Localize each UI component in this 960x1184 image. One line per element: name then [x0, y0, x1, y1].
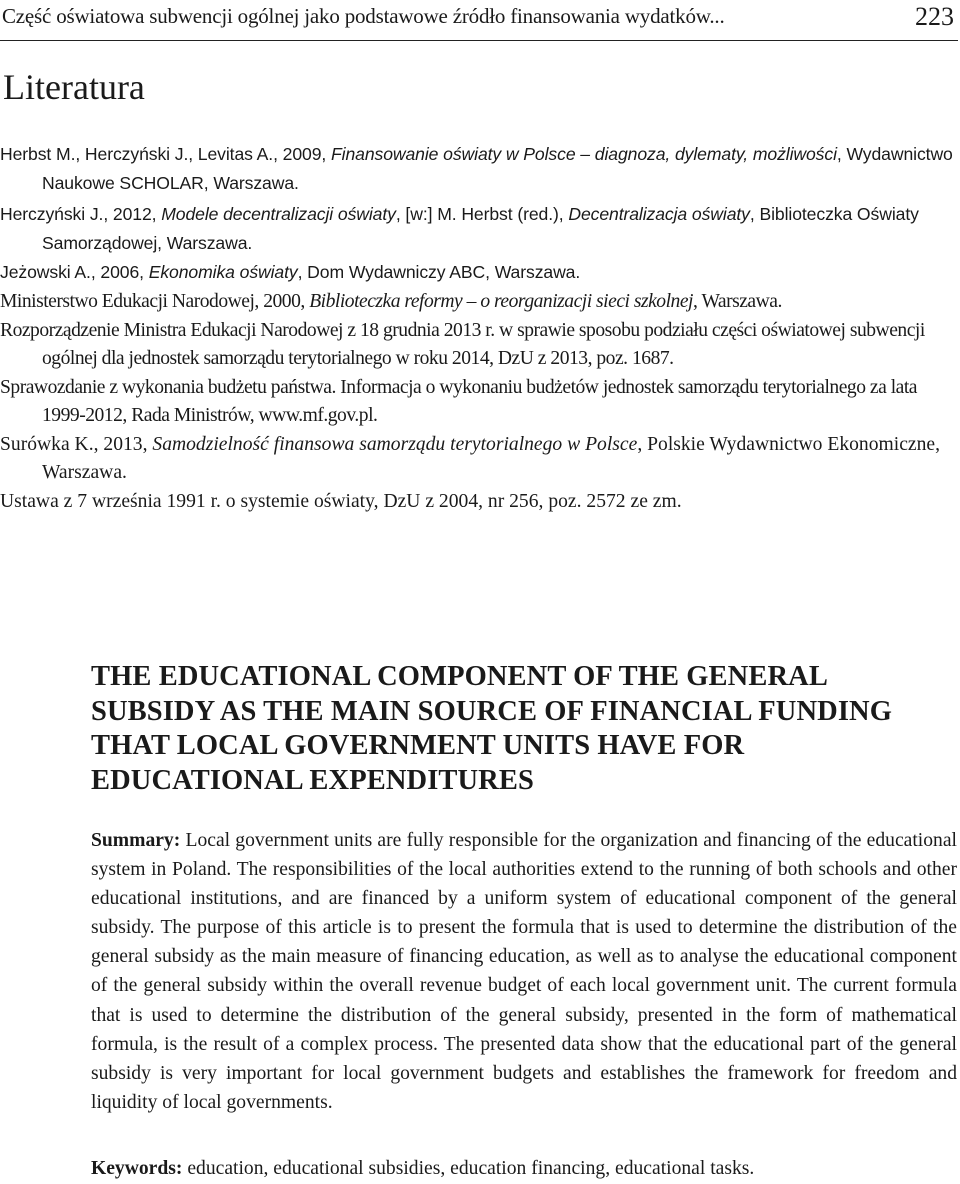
running-header	[0, 0, 958, 41]
entry-publisher: , Biblioteczka Oświaty Samorządowej, Warszawa.	[42, 204, 919, 253]
entry-book-title: Decentralizacja oświaty	[568, 204, 750, 224]
bibliography-entry	[0, 200, 958, 258]
english-title: THE EDUCATIONAL COMPONENT OF THE GENERAL SUBSIDY AS THE MAIN SOURCE OF FINANCIAL FUNDING THAT LOCAL GOVERNMENT UNITS HAVE FOR EDUCATIONAL EXPENDITURES	[91, 661, 892, 796]
keywords-label: Keywords:	[91, 1158, 183, 1179]
entry-editor: , [w:] M. Herbst (red.),	[395, 204, 569, 224]
page-number: 223	[915, 2, 954, 31]
entry-authors: Jeżowski A.	[0, 262, 91, 282]
running-title: Część oświatowa subwencji ogólnej jako podstawowe źródło finansowania wydatków...	[2, 4, 725, 28]
bibliography-entry	[0, 140, 958, 198]
entry-title: Ekonomika oświaty	[148, 262, 298, 282]
entry-year: , 2009,	[273, 144, 331, 164]
summary-paragraph	[91, 826, 957, 1117]
bibliography-entry	[0, 431, 958, 487]
entry-authors: Ministerstwo Edukacji Narodowej	[0, 291, 255, 312]
entry-year: , 2012,	[103, 204, 162, 224]
entry-year: , 2000,	[254, 291, 310, 312]
keywords-text: education, educational subsidies, education financing, educational tasks.	[187, 1158, 755, 1179]
summary-text: Local government units are fully responsible for the organization and financing of the educational system in Poland. The responsibilities of the local authorities extend to the running of both schools and other educational institutions, and are financed by a uniform system of educational component of the general subsidy. The purpose of this article is to present the formula that is used to determine the distribution of the general subsidy as the main measure of financing education, as well as to analyse the educational component of the general subsidy within the overall revenue budget of each local government unit. The current formula that is used to determine the distribution of the general subsidy, presented in the form of mathematical formula, is the result of a complex process. The presented data show that the educational part of the general subsidy is very important for local government budgets and establishes the framework for freedom and liquidity of local governments.	[91, 830, 957, 1113]
bibliography-entry	[0, 258, 958, 287]
entry-authors: Surówka K.	[0, 434, 94, 455]
bibliography-entry: Ustawa z 7 września 1991 r. o systemie oświaty, DzU z 2004, nr 256, poz. 2572 ze zm.	[0, 491, 682, 512]
entry-title: Samodzielność finansowa samorządu terytorialnego w Polsce	[152, 434, 638, 455]
entry-publisher: , Dom Wydawniczy ABC, Warszawa.	[297, 262, 581, 282]
entry-publisher: , Wydawnictwo Naukowe SCHOLAR, Warszawa.	[42, 144, 953, 193]
literature-heading: Literatura	[3, 67, 145, 107]
entry-year: , 2006,	[90, 262, 149, 282]
bibliography-entry: Rozporządzenie Ministra Edukacji Narodowej z 18 grudnia 2013 r. w sprawie sposobu podziału części oświatowej subwencji ogólnej dla jednostek samorządu terytorialnego w roku 2014, DzU z 2013, poz. 1687.	[0, 320, 925, 369]
entry-title: Biblioteczka reformy – o reorganizacji sieci szkolnej	[309, 291, 693, 312]
entry-title: Finansowanie oświaty w Polsce – diagnoza, dylematy, możliwości	[331, 144, 837, 164]
entry-authors: Herbst M., Herczyński J., Levitas A.	[0, 144, 274, 164]
bibliography-entry: Sprawozdanie z wykonania budżetu państwa. Informacja o wykonaniu budżetów jednostek samorządu terytorialnego za lata 1999-2012, Rada Ministrów, www.mf.gov.pl.	[0, 377, 917, 426]
entry-publisher: , Warszawa.	[693, 291, 782, 312]
entry-authors: Herczyński J.	[0, 204, 104, 224]
entry-title: Modele decentralizacji oświaty	[161, 204, 396, 224]
entry-year: , 2013,	[93, 434, 153, 455]
keywords-line	[91, 1154, 957, 1183]
bibliography-list	[0, 140, 958, 516]
entry-publisher: , Polskie Wydawnictwo Ekonomiczne, Warszawa.	[42, 434, 940, 483]
summary-label: Summary:	[91, 830, 181, 851]
bibliography-entry	[0, 288, 958, 316]
